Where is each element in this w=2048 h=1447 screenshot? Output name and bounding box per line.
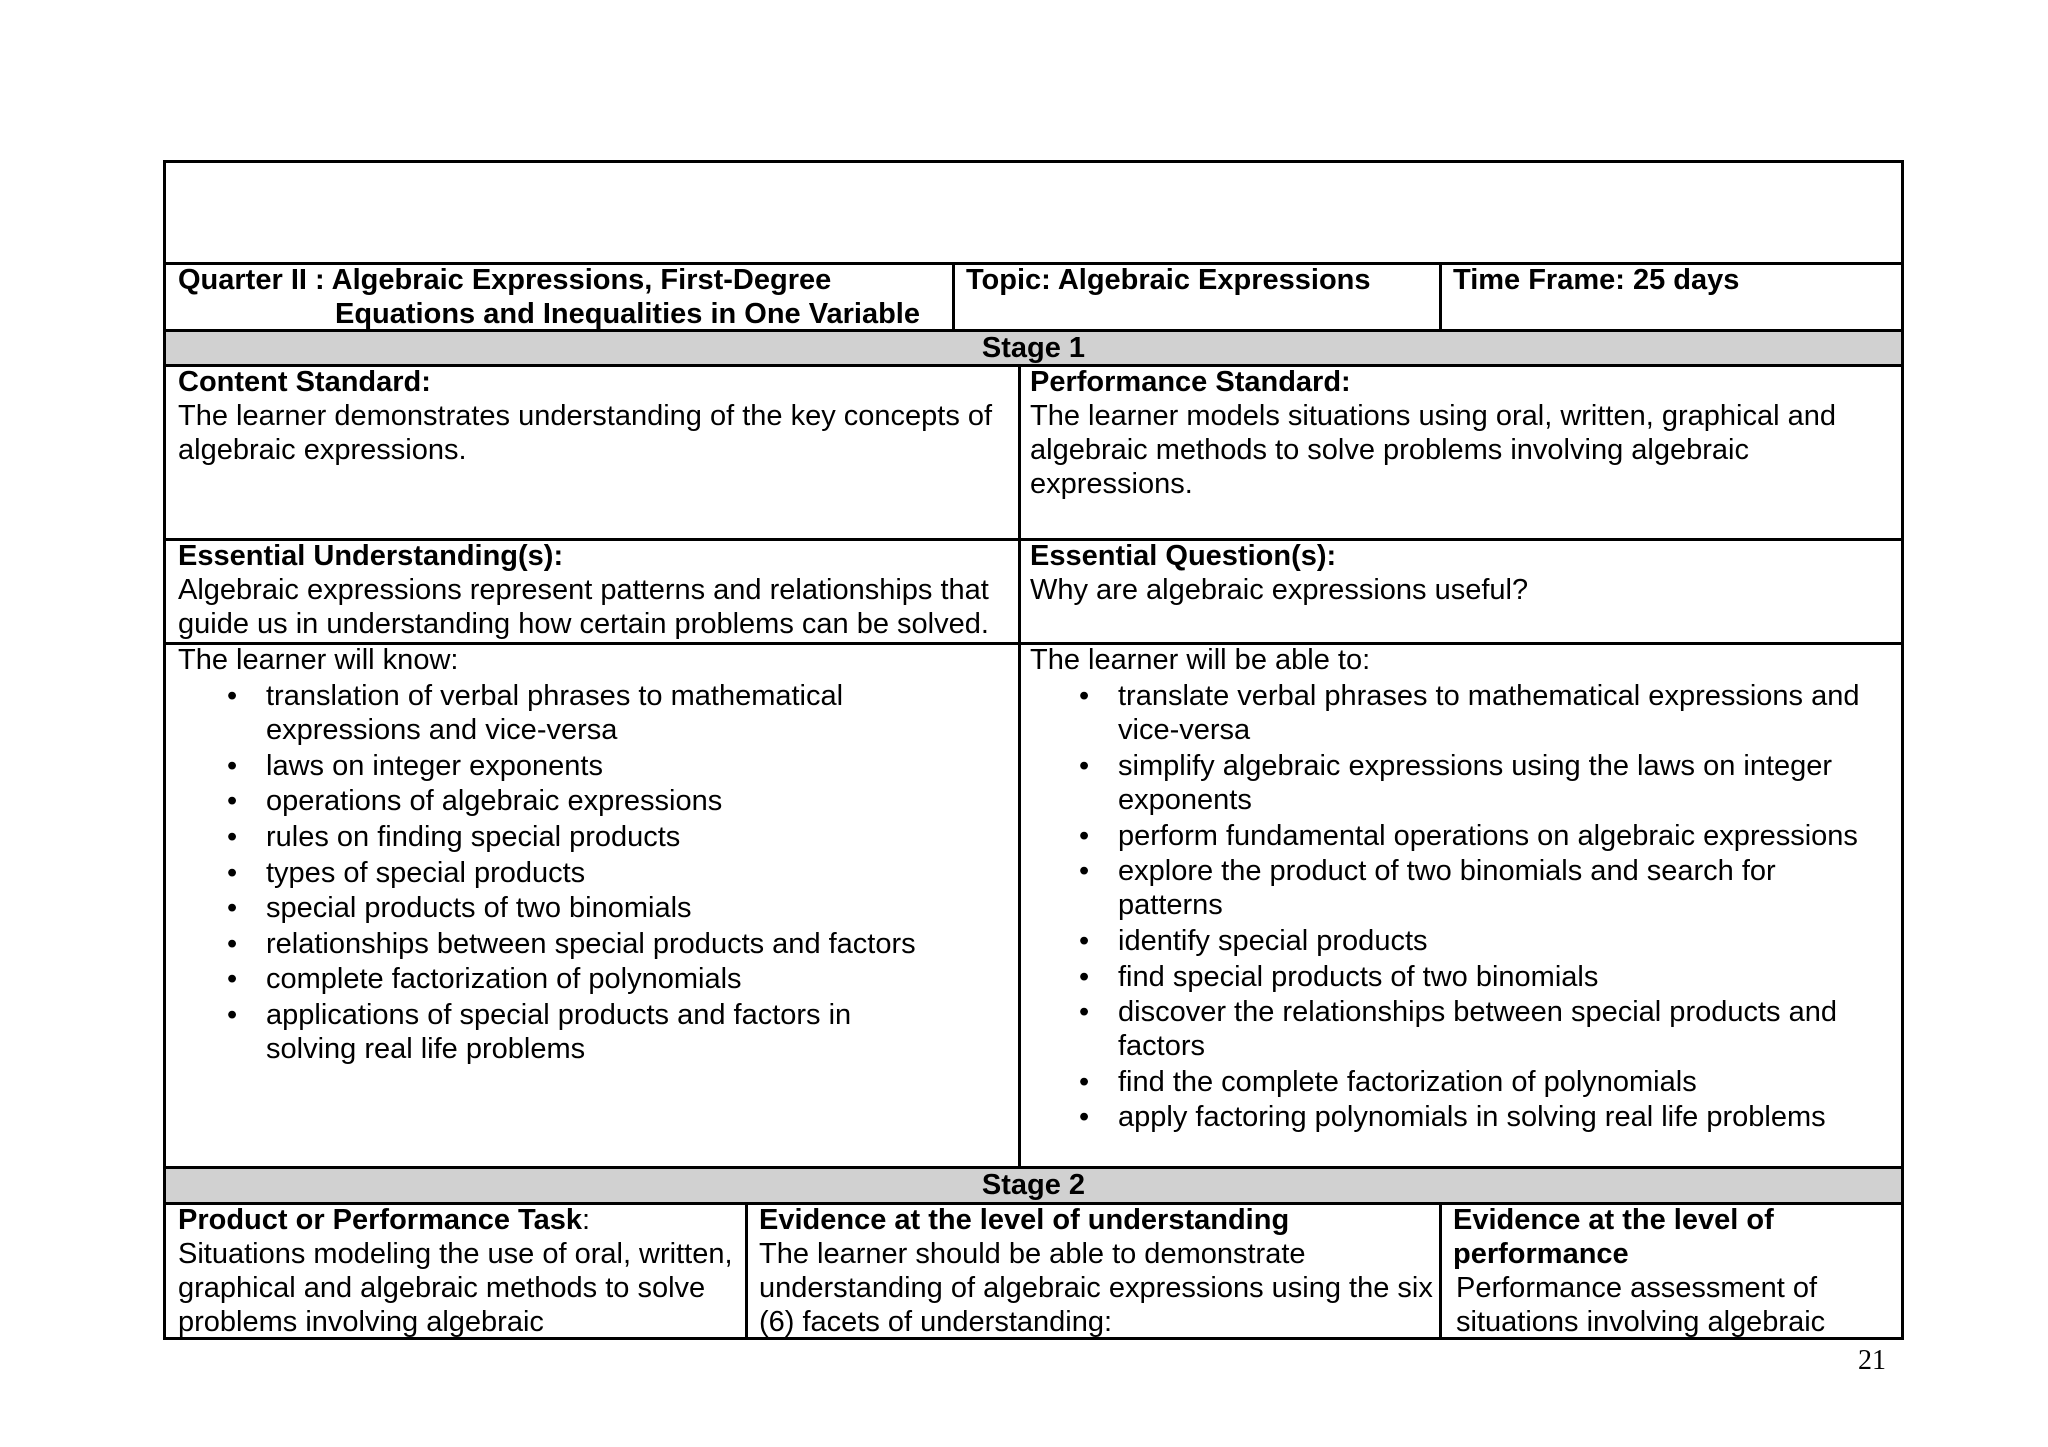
stage-1-header: Stage 1	[166, 332, 1901, 364]
list-item: • apply factoring polynomials in solving real life problems	[1030, 1100, 1898, 1134]
essential-understanding-text: Algebraic expressions represent patterns and relationships that guide us in understanding how certain problems can be solved.	[178, 574, 989, 640]
list-item: • explore the product of two binomials and search for patterns	[1030, 854, 1898, 922]
performance-task-cell	[178, 1203, 740, 1339]
evidence-performance-cell	[1453, 1203, 1873, 1339]
list-item: • find the complete factorization of polynomials	[1030, 1065, 1898, 1099]
list-item: • translation of verbal phrases to mathematical expressions and vice-versa	[178, 679, 1008, 747]
list-item: • applications of special products and factors in solving real life problems	[178, 998, 1008, 1066]
stage-2-header: Stage 2	[166, 1169, 1901, 1202]
essential-understanding-cell	[178, 539, 1016, 641]
evidence-understanding-cell	[759, 1203, 1434, 1339]
quarter-title-line2: Equations and Inequalities in One Variable	[335, 298, 920, 330]
list-item: • identify special products	[1030, 924, 1898, 958]
list-item: • discover the relationships between special products and factors	[1030, 995, 1898, 1063]
learner-will-know-cell	[178, 643, 1008, 1066]
evidence-performance-heading: Evidence at the level of performance	[1453, 1204, 1774, 1270]
list-item: • rules on finding special products	[178, 820, 1008, 854]
knowledge-list	[178, 679, 1008, 1066]
column-divider	[1018, 364, 1021, 1169]
essential-understanding-heading: Essential Understanding(s):	[178, 540, 564, 572]
column-divider	[952, 262, 955, 332]
skills-list	[1030, 679, 1898, 1134]
learner-will-know-intro: The learner will know:	[178, 644, 459, 676]
list-item: • operations of algebraic expressions	[178, 784, 1008, 818]
list-item: • relationships between special products and factors	[178, 927, 1008, 961]
performance-task-text: Situations modeling the use of oral, written, graphical and algebraic methods to solve problems involving algebraic	[178, 1238, 733, 1338]
list-item: • special products of two binomials	[178, 891, 1008, 925]
learner-able-to-cell	[1030, 643, 1898, 1134]
content-standard-heading: Content Standard:	[178, 366, 431, 398]
essential-question-cell	[1030, 539, 1895, 607]
list-item: • complete factorization of polynomials	[178, 962, 1008, 996]
content-standard-text: The learner demonstrates understanding of the key concepts of algebraic expressions.	[178, 400, 993, 466]
column-divider	[1439, 1202, 1442, 1340]
quarter-title: Quarter II : Algebraic Expressions, First-Degree	[178, 264, 832, 296]
column-divider	[1439, 262, 1442, 332]
list-item: • find special products of two binomials	[1030, 960, 1898, 994]
column-divider	[745, 1202, 748, 1340]
performance-standard-heading: Performance Standard:	[1030, 366, 1351, 398]
curriculum-table	[163, 160, 1904, 1340]
list-item: • types of special products	[178, 856, 1008, 890]
list-item: • translate verbal phrases to mathematical expressions and vice-versa	[1030, 679, 1898, 747]
content-standard-cell	[178, 365, 1013, 467]
evidence-understanding-heading: Evidence at the level of understanding	[759, 1204, 1290, 1236]
essential-question-heading: Essential Question(s):	[1030, 540, 1337, 572]
performance-task-heading: Product or Performance Task	[178, 1204, 582, 1236]
essential-question-text: Why are algebraic expressions useful?	[1030, 574, 1529, 606]
time-frame-cell: Time Frame: 25 days	[1453, 264, 1740, 296]
page-number: 21	[1858, 1345, 1886, 1376]
list-item: • simplify algebraic expressions using the laws on integer exponents	[1030, 749, 1898, 817]
performance-task-colon: :	[581, 1204, 591, 1236]
evidence-performance-text: Performance assessment of situations involving algebraic	[1456, 1272, 1826, 1338]
list-item: • perform fundamental operations on algebraic expressions	[1030, 819, 1898, 853]
performance-standard-cell	[1030, 365, 1895, 501]
learner-able-to-intro: The learner will be able to:	[1030, 644, 1371, 676]
evidence-understanding-text: The learner should be able to demonstrate understanding of algebraic expressions using the six (6) facets of understanding:	[759, 1238, 1433, 1338]
topic-cell: Topic: Algebraic Expressions	[966, 264, 1371, 296]
list-item: • laws on integer exponents	[178, 749, 1008, 783]
performance-standard-text: The learner models situations using oral, written, graphical and algebraic methods to solve problems involving algebraic expressions.	[1030, 400, 1836, 500]
quarter-cell	[178, 263, 948, 331]
